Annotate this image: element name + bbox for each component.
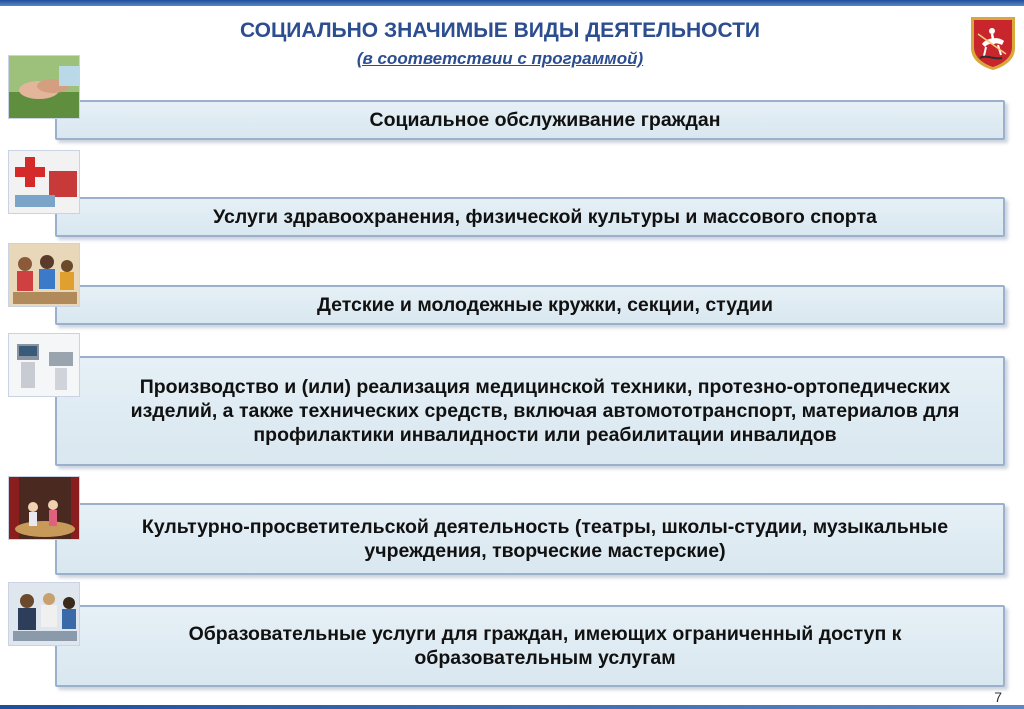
classroom-photo xyxy=(8,582,80,646)
slide-subtitle: (в соответствии с программой) xyxy=(356,49,644,68)
activity-item-accessible-education xyxy=(55,605,1005,687)
top-decor-band xyxy=(0,0,1024,6)
activity-label: Социальное обслуживание граждан xyxy=(369,109,721,131)
activity-label: Образовательные услуги для граждан, имеющих ограниченный доступ к образовательным услугам xyxy=(188,623,902,669)
activity-label: Детские и молодежные кружки, секции, студии xyxy=(317,294,773,316)
activity-item-youth-clubs xyxy=(55,285,1005,325)
medical-equipment-photo xyxy=(8,333,80,397)
theatre-stage-photo xyxy=(8,476,80,540)
medical-cross-photo xyxy=(8,150,80,214)
moscow-coat-of-arms-icon xyxy=(968,14,1018,72)
activity-item-medical-equipment xyxy=(55,356,1005,466)
activity-item-culture-education xyxy=(55,503,1005,575)
activity-item-healthcare-sport xyxy=(55,197,1005,237)
care-hands-photo xyxy=(8,55,80,119)
children-club-photo xyxy=(8,243,80,307)
activity-item-social-service xyxy=(55,100,1005,140)
activity-label: Услуги здравоохранения, физической культуры и массового спорта xyxy=(213,206,877,228)
slide-title: СОЦИАЛЬНО ЗНАЧИМЫЕ ВИДЫ ДЕЯТЕЛЬНОСТИ xyxy=(239,19,761,42)
bottom-decor-band xyxy=(0,705,1024,709)
activity-label: Культурно-просветительской деятельность (театры, школы-студии, музыкальные учреждения, творческие мастерские) xyxy=(141,516,949,562)
activity-label: Производство и (или) реализация медицинской техники, протезно-ортопедических изделий, а также технических средств, включая автомототранспорт, материалов для профилактики инвалидности или реабилитации инвалидов xyxy=(130,376,960,446)
page-number: 7 xyxy=(994,689,1002,705)
